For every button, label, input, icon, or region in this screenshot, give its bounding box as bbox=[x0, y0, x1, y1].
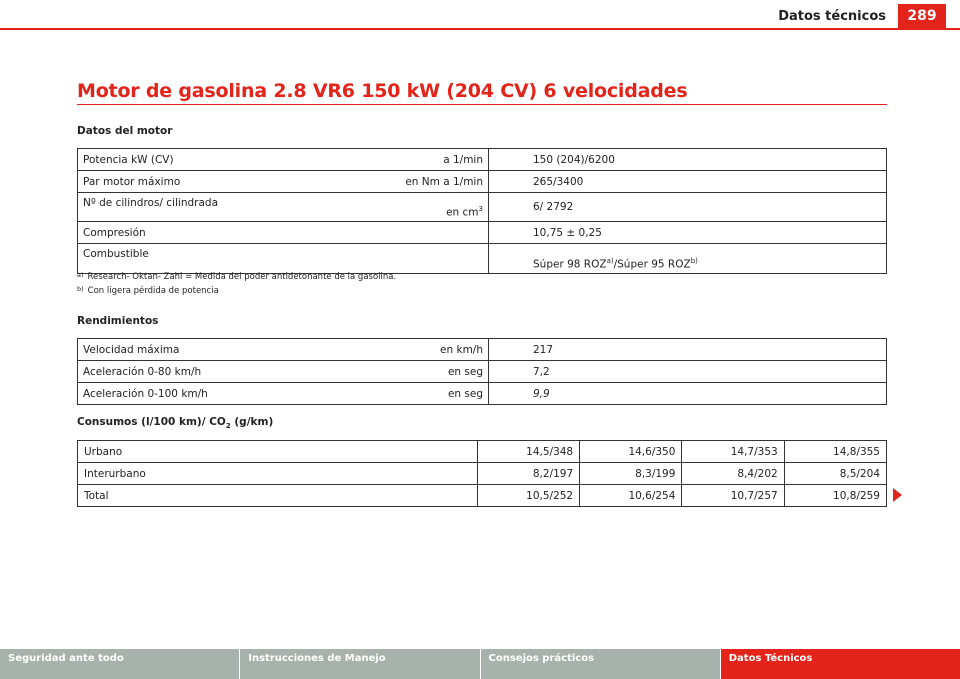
table-row bbox=[78, 149, 887, 171]
title-rule bbox=[77, 104, 887, 105]
row-value: 265/3400 bbox=[489, 171, 887, 193]
cell-value: 10,5/252 bbox=[477, 485, 579, 507]
row-label: Total bbox=[78, 485, 478, 507]
heading-subscript: 2 bbox=[225, 422, 231, 431]
table-row bbox=[78, 339, 887, 361]
row-unit: en Nm a 1/min bbox=[338, 171, 489, 193]
table-row bbox=[78, 171, 887, 193]
row-unit bbox=[338, 244, 489, 274]
page-number: 289 bbox=[898, 4, 946, 28]
cell-value: 14,7/353 bbox=[682, 441, 784, 463]
footer-tab-consejos[interactable]: Consejos prácticos bbox=[481, 649, 720, 679]
cell-value: 8,2/197 bbox=[477, 463, 579, 485]
row-unit bbox=[338, 193, 489, 222]
row-unit bbox=[338, 222, 489, 244]
row-label: Potencia kW (CV) bbox=[78, 149, 339, 171]
heading-text-2: (g/km) bbox=[230, 416, 274, 428]
fuel-text-1: Súper 98 ROZ bbox=[533, 258, 607, 270]
row-value: 217 bbox=[489, 339, 887, 361]
table-row bbox=[78, 485, 887, 507]
footnote-mark: a) bbox=[77, 271, 84, 279]
table-row bbox=[78, 383, 887, 405]
performance-heading: Rendimientos bbox=[77, 315, 159, 327]
cell-value: 14,6/350 bbox=[580, 441, 682, 463]
cell-value: 14,5/348 bbox=[477, 441, 579, 463]
row-value: 9,9 bbox=[489, 383, 887, 405]
cell-value: 8,4/202 bbox=[682, 463, 784, 485]
table-row bbox=[78, 244, 887, 274]
table-row bbox=[78, 441, 887, 463]
cell-value: 10,6/254 bbox=[580, 485, 682, 507]
table-row bbox=[78, 361, 887, 383]
footnote-ref-b: b) bbox=[690, 256, 698, 265]
row-label: Compresión bbox=[78, 222, 339, 244]
row-label: Interurbano bbox=[78, 463, 478, 485]
table-row bbox=[78, 193, 887, 222]
footnotes bbox=[77, 270, 396, 298]
row-label: Combustible bbox=[78, 244, 339, 274]
cell-value: 10,7/257 bbox=[682, 485, 784, 507]
footnote-ref-a: a) bbox=[606, 256, 614, 265]
heading-text-1: Consumos (l/100 km)/ CO bbox=[77, 416, 226, 428]
row-unit: en seg bbox=[338, 361, 489, 383]
row-label: Urbano bbox=[78, 441, 478, 463]
footer-tab-datos-tecnicos[interactable]: Datos Técnicos bbox=[721, 649, 960, 679]
consumption-heading bbox=[77, 416, 273, 430]
row-unit: en km/h bbox=[338, 339, 489, 361]
engine-data-table bbox=[77, 148, 887, 274]
footnote-text: Research- Oktan- Zahl = Medida del poder antidetonante de la gasolina. bbox=[87, 272, 397, 282]
performance-table bbox=[77, 338, 887, 405]
page-title: Motor de gasolina 2.8 VR6 150 kW (204 CV) 6 velocidades bbox=[77, 80, 688, 102]
row-unit: a 1/min bbox=[338, 149, 489, 171]
row-label: Par motor máximo bbox=[78, 171, 339, 193]
table-row bbox=[78, 463, 887, 485]
row-value: 7,2 bbox=[489, 361, 887, 383]
table-row bbox=[78, 222, 887, 244]
row-label: Nº de cilindros/ cilindrada bbox=[78, 193, 339, 222]
row-label: Aceleración 0-80 km/h bbox=[78, 361, 339, 383]
footnote-mark: b) bbox=[77, 285, 84, 293]
row-value: 10,75 ± 0,25 bbox=[489, 222, 887, 244]
fuel-text-2: /Súper 95 ROZ bbox=[613, 258, 691, 270]
footer-nav bbox=[0, 649, 960, 679]
footnote-b bbox=[77, 284, 396, 298]
row-value: 6/ 2792 bbox=[489, 193, 887, 222]
cell-value: 8,3/199 bbox=[580, 463, 682, 485]
next-page-arrow-icon[interactable] bbox=[893, 488, 902, 502]
cell-value: 10,8/259 bbox=[784, 485, 886, 507]
running-header-title: Datos técnicos bbox=[778, 9, 886, 24]
footer-tab-instrucciones[interactable]: Instrucciones de Manejo bbox=[240, 649, 479, 679]
unit-superscript: 3 bbox=[478, 204, 483, 213]
footnote-text: Con ligera pérdida de potencia bbox=[87, 286, 219, 296]
consumption-table bbox=[77, 440, 887, 507]
header-rule bbox=[0, 28, 960, 30]
row-value bbox=[489, 244, 887, 274]
row-value: 150 (204)/6200 bbox=[489, 149, 887, 171]
row-label: Aceleración 0-100 km/h bbox=[78, 383, 339, 405]
footnote-a bbox=[77, 270, 396, 284]
cell-value: 8,5/204 bbox=[784, 463, 886, 485]
footer-tab-seguridad[interactable]: Seguridad ante todo bbox=[0, 649, 239, 679]
row-label: Velocidad máxima bbox=[78, 339, 339, 361]
row-unit: en seg bbox=[338, 383, 489, 405]
unit-text: en cm bbox=[446, 206, 479, 218]
engine-data-heading: Datos del motor bbox=[77, 125, 173, 137]
cell-value: 14,8/355 bbox=[784, 441, 886, 463]
